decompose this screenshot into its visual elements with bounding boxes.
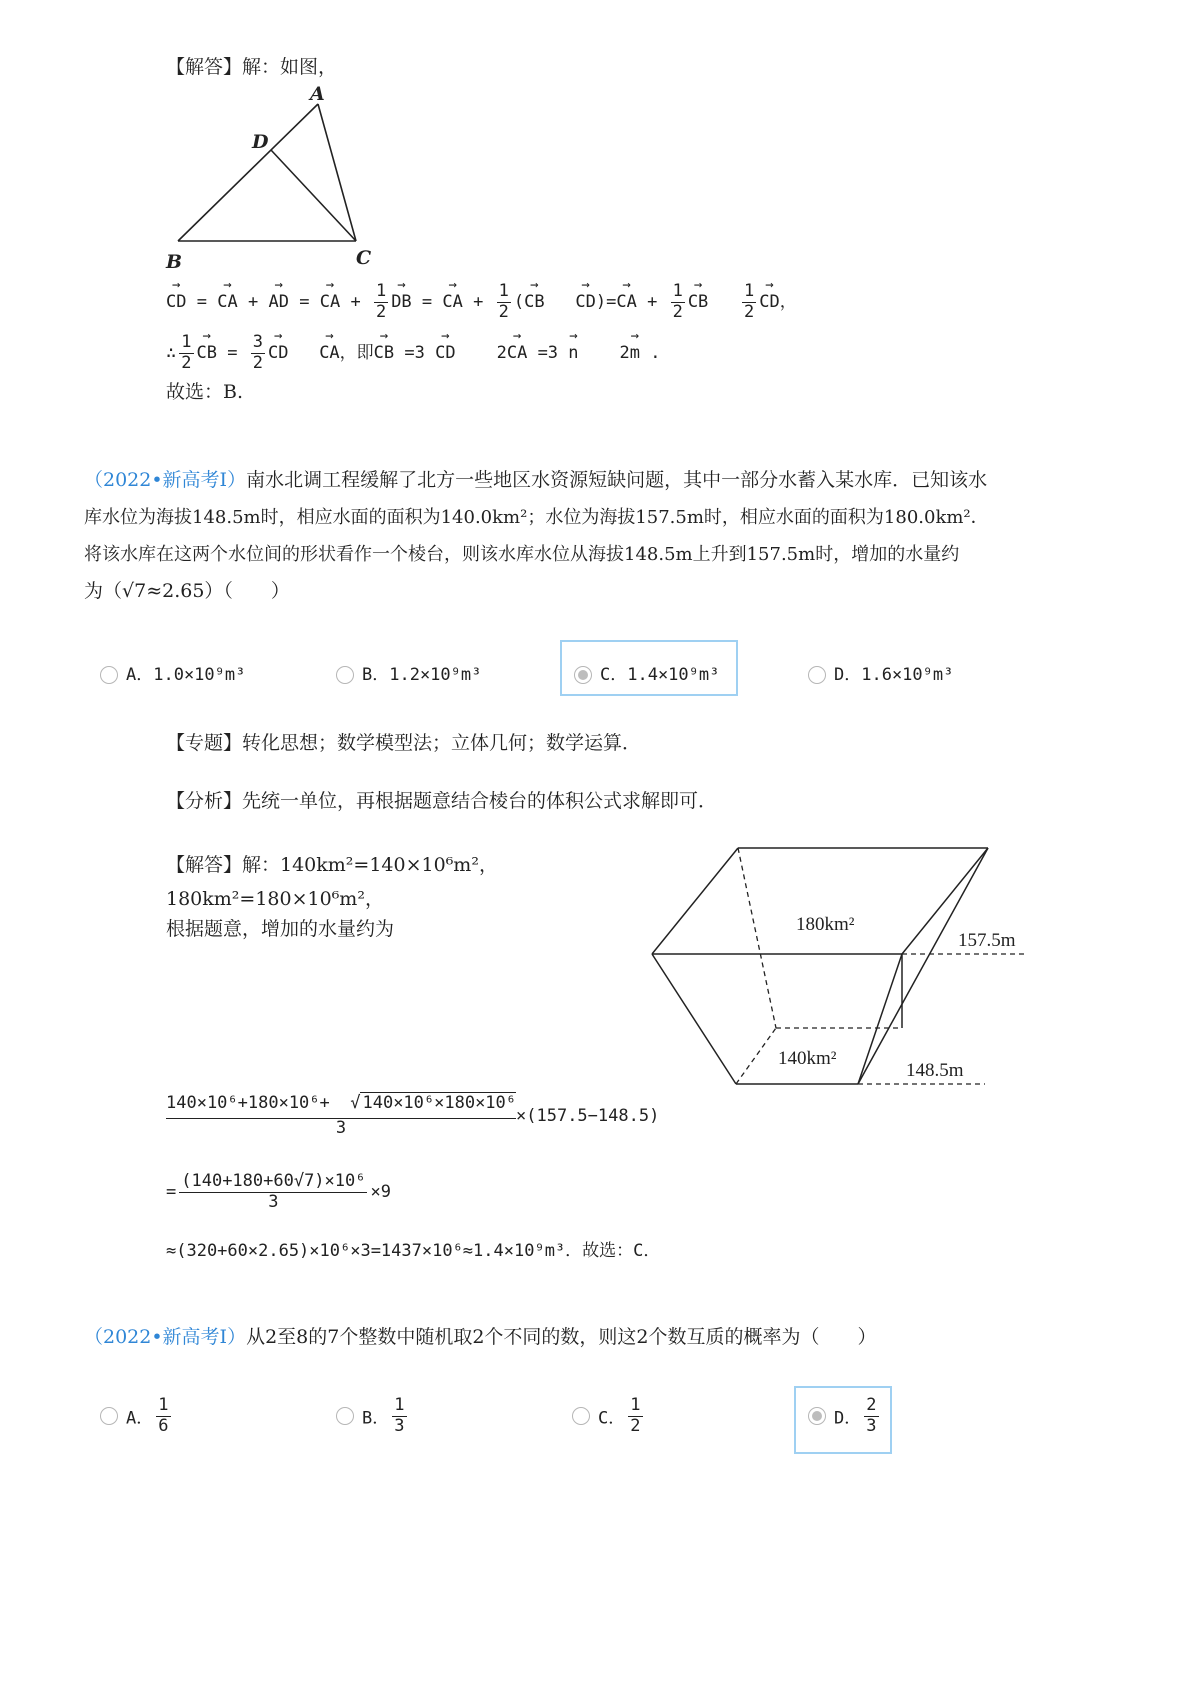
option-c[interactable]: C．1.4×10⁹m³ bbox=[574, 660, 719, 685]
top-area-label: 180km² bbox=[796, 914, 855, 935]
vector-equation-1: → CD = → CA + → AD = → CA + $\frac{1}{2}$ → DB = → CA + $\frac{1}{2}$ (→ CB → CD)=→ CA + $\frac{1}{2}$ → CB $\frac{1}{2}$ → CD， bbox=[166, 282, 797, 322]
question-1 bbox=[84, 462, 1084, 610]
question-2: （2022•新高考Ⅰ）从2至8的7个整数中随机取2个不同的数，则这2个数互质的概率为（ ） bbox=[84, 1326, 877, 1348]
q2-radio-a[interactable] bbox=[100, 1407, 118, 1425]
question-1-line-2: 库水位为海拔148.5m时，相应水面的面积为140.0km²；水位为海拔157.5m时，相应水面的面积为180.0km²． bbox=[84, 507, 989, 528]
radio-c[interactable] bbox=[574, 666, 592, 684]
solution-line-1: 【解答】解：140km²=140×10⁶m²， bbox=[166, 854, 498, 876]
option-b[interactable]: B．1.2×10⁹m³ bbox=[336, 660, 481, 685]
option-d[interactable]: D．1.6×10⁹m³ bbox=[808, 660, 953, 685]
radio-b[interactable] bbox=[336, 666, 354, 684]
q2-option-b[interactable]: B． $\frac{1}{3}$ bbox=[336, 1396, 410, 1436]
triangle-figure bbox=[160, 80, 400, 275]
volume-formula: $\frac{\text{140×10⁶+180×10⁶+ √ 140×10⁶×180×10⁶}}{3}$ ×(157.5−148.5) bbox=[166, 1093, 660, 1138]
bottom-level-label: 148.5m bbox=[906, 1060, 964, 1081]
label-c: C bbox=[356, 247, 372, 269]
bottom-area-label: 140km² bbox=[778, 1048, 837, 1069]
analysis: 【分析】先统一单位，再根据题意结合棱台的体积公式求解即可． bbox=[166, 790, 718, 812]
frustum-figure bbox=[640, 838, 1040, 1100]
question-1-line-4: 为（√7≈2.65）（ ） bbox=[84, 580, 290, 602]
question-source[interactable]: （2022•新高考Ⅰ） bbox=[84, 469, 247, 491]
solution-line-3: 根据题意，增加的水量约为 bbox=[166, 918, 395, 940]
q2-option-d[interactable]: D． $\frac{2}{3}$ bbox=[808, 1396, 882, 1436]
q2-radio-c[interactable] bbox=[572, 1407, 590, 1425]
vector-equation-2: ∴ $\frac{1}{2}$ → CB = $\frac{3}{2}$ → CD → CA，即→ CB =3 → CD 2→ CA =3 → n 2→ m . bbox=[166, 333, 661, 373]
radio-d[interactable] bbox=[808, 666, 826, 684]
formula-step-2: = $\frac{\text{(140+180+60√7)×10⁶}}{3}$ ×9 bbox=[166, 1171, 391, 1212]
formula-step-3: ≈(320+60×2.65)×10⁶×3=1437×10⁶≈1.4×10⁹m³．故选：C． bbox=[166, 1241, 661, 1261]
question-2-source[interactable]: （2022•新高考Ⅰ） bbox=[84, 1326, 247, 1348]
q2-radio-d[interactable] bbox=[808, 1407, 826, 1425]
question-1-line-3: 将该水库在这两个水位间的形状看作一个棱台，则该水库水位从海拔148.5m上升到157.5m时，增加的水量约 bbox=[84, 544, 960, 565]
q2-option-c[interactable]: C． $\frac{1}{2}$ bbox=[572, 1396, 646, 1436]
q2-option-a[interactable]: A． $\frac{1}{6}$ bbox=[100, 1396, 174, 1436]
prev-answer-choice: 故选：B. bbox=[166, 381, 244, 403]
label-a: A bbox=[310, 83, 325, 105]
topic: 【专题】转化思想；数学模型法；立体几何；数学运算． bbox=[166, 732, 642, 754]
top-level-label: 157.5m bbox=[958, 930, 1016, 951]
radio-a[interactable] bbox=[100, 666, 118, 684]
side-ba bbox=[178, 104, 318, 241]
option-a[interactable]: A．1.0×10⁹m³ bbox=[100, 660, 245, 685]
label-d: D bbox=[252, 131, 269, 153]
label-b: B bbox=[166, 251, 183, 273]
solution-line-2: 180km²=180×10⁶m²， bbox=[166, 888, 384, 910]
prev-answer-heading: 【解答】解：如图， bbox=[166, 56, 338, 78]
question-1-line-1: （2022•新高考Ⅰ）南水北调工程缓解了北方一些地区水资源短缺问题，其中一部分水蓄入某水库．已知该水 bbox=[84, 469, 988, 491]
q2-radio-b[interactable] bbox=[336, 1407, 354, 1425]
